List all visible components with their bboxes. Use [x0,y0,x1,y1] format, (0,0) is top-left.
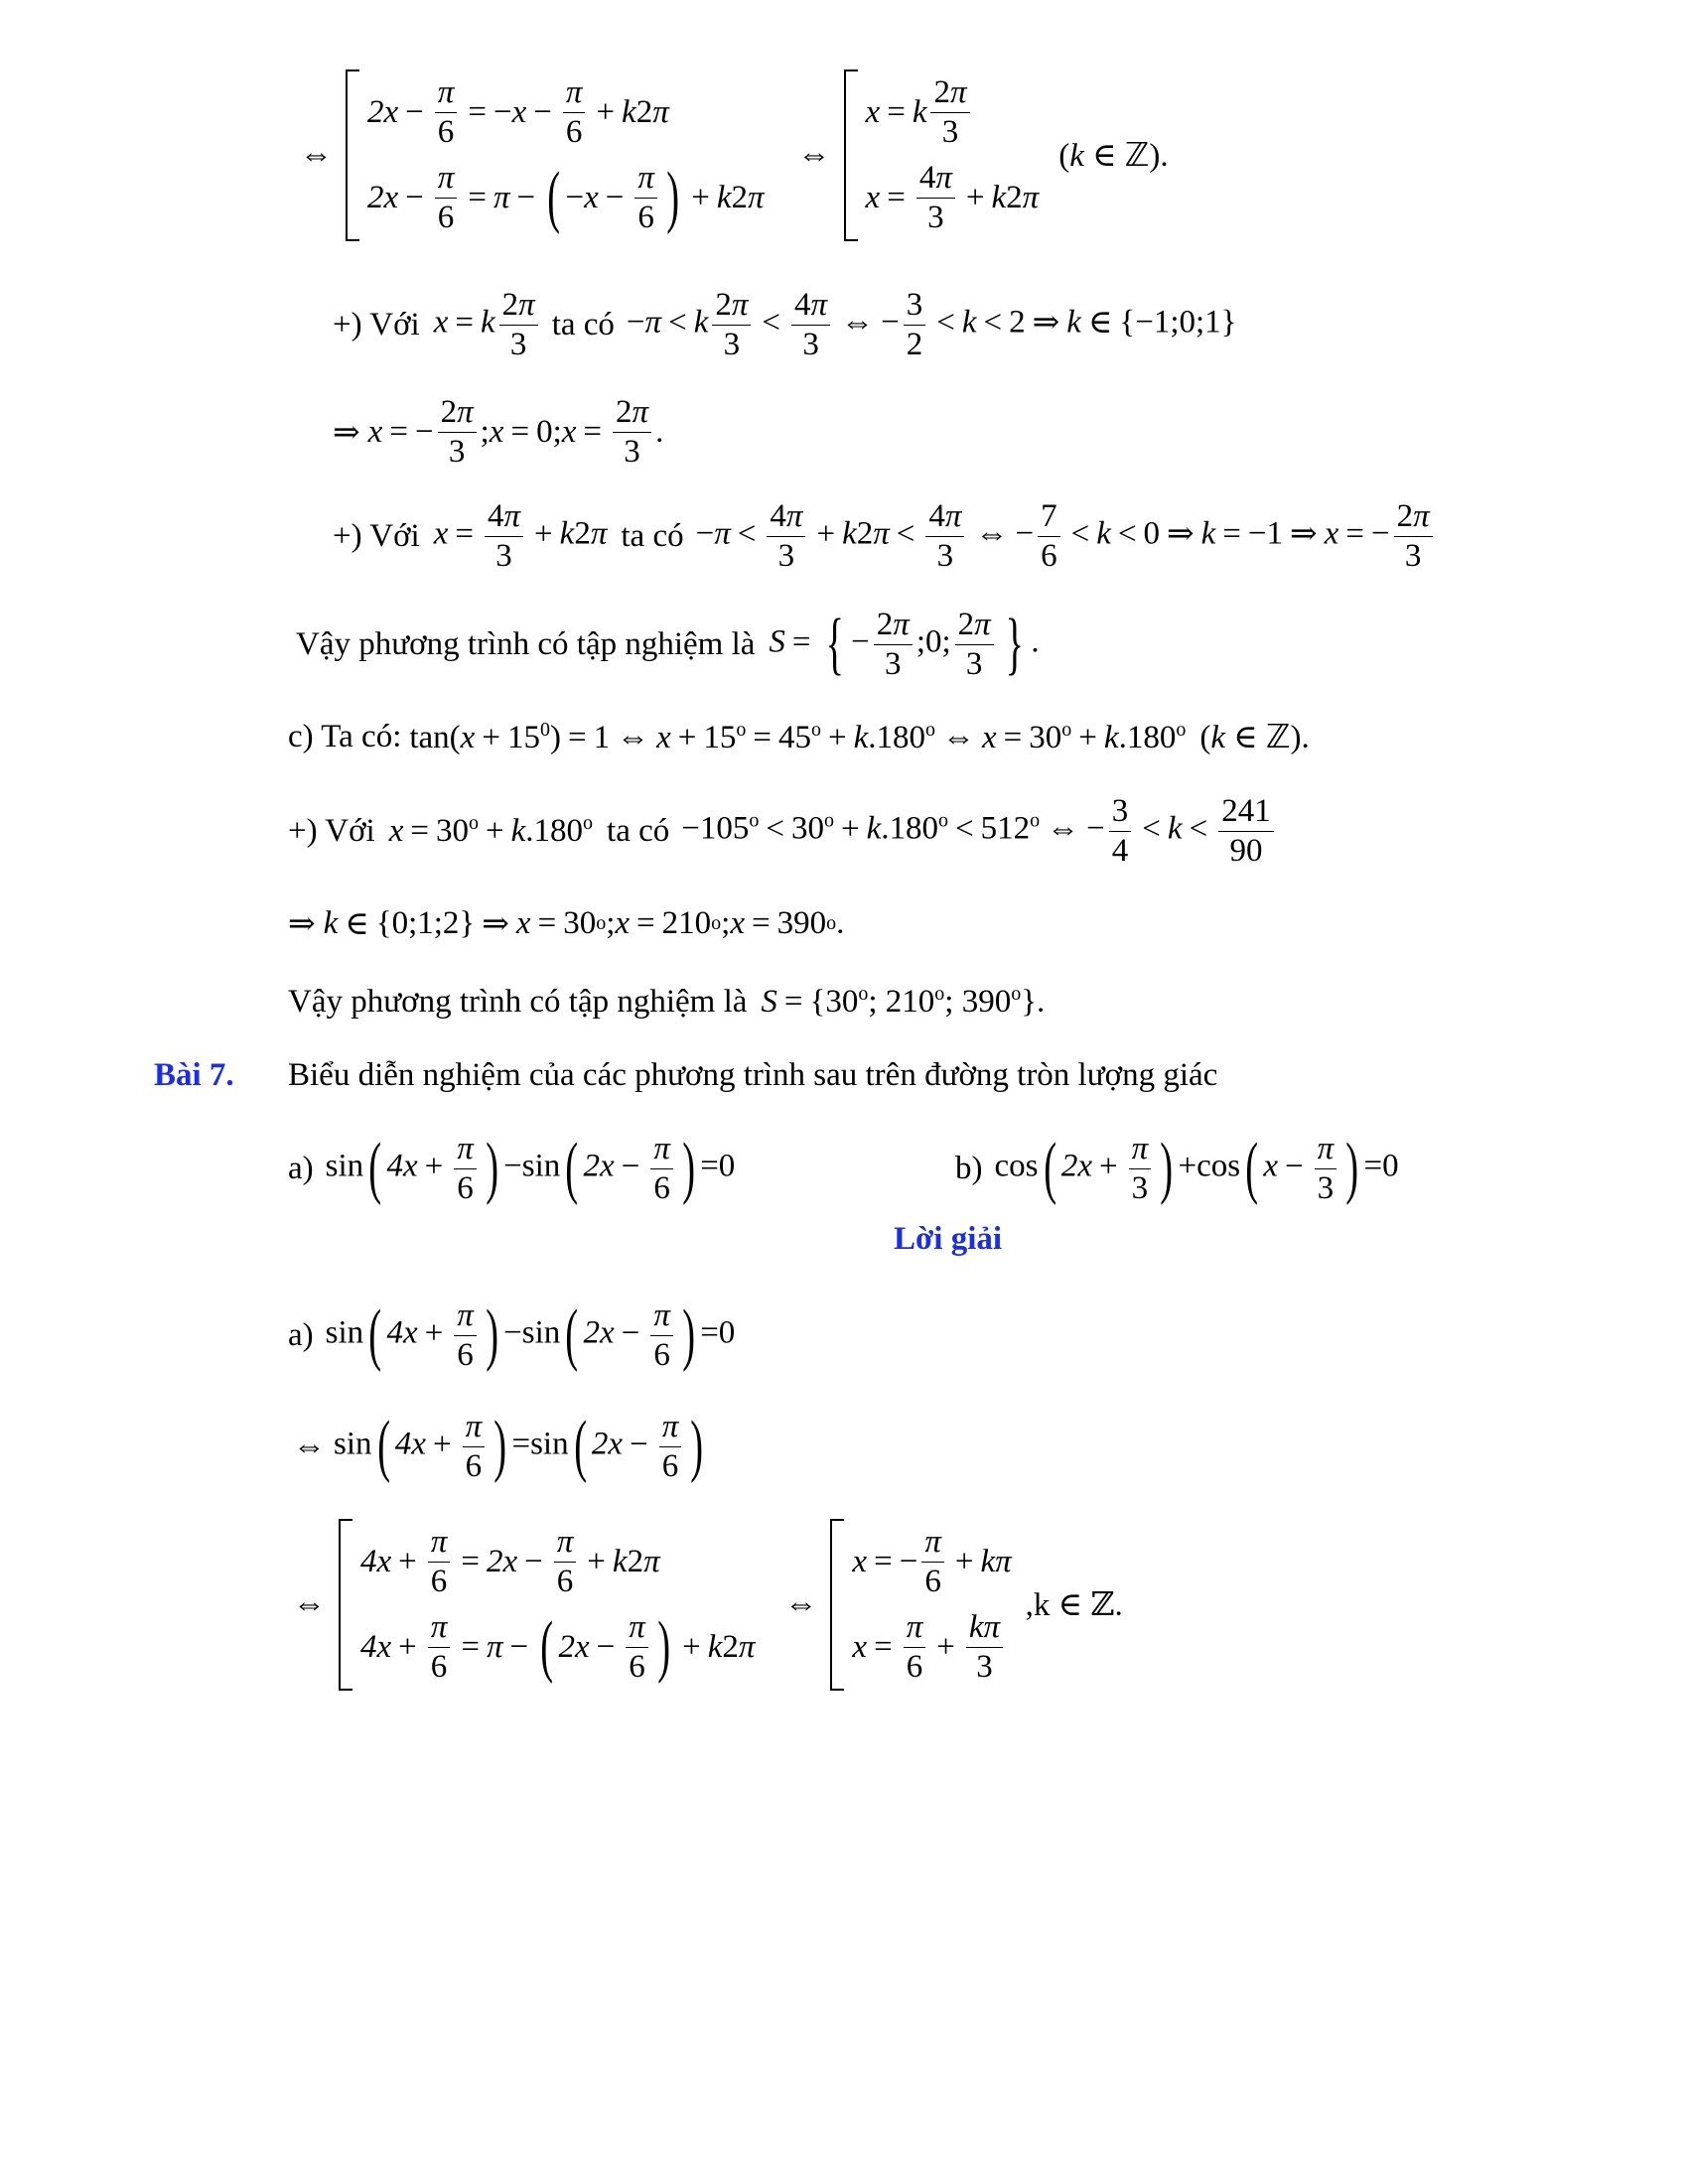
case-c-line: +) Với $x = 30^o + k.180^o$ ta có $-105^o < 30^o + k.180^o < 512^o$ ⇔ − $\frac{3}{4}$ < k < $\frac{241}{90}$ [288,794,1278,868]
conclusion-b: Vậy phương trình có tập nghiệm là S = { − $\frac{2\pi}{3}$ ;0; $\frac{2\pi}{3}$ } . [296,606,1040,683]
sol-a-bracket-left: 4x + $\frac{\pi}{6}$ = 2x − $\frac{\pi}{6}$ + k 2 π 4x + $\frac{\pi}{6}$ = π − ( 2x − $\frac{\pi}{6}$ ) + k 2 π [339,1519,755,1691]
solution-a-eq: a) sin( 4x + $\frac{\pi}{6}$ ) −sin( 2x − $\frac{\pi}{6}$ ) =0 [288,1297,736,1374]
ta-co-c: ta có [607,812,670,849]
system-equivalence-b: ⇔ 2x − $\frac{\pi}{6}$ = − x − $\frac{\pi}{6}$ + k 2 π 2x − $\frac{\pi}{6}$ = π − ( − x − $\frac{\pi}{6}$ ) + k 2 π ⇔ x = k $\frac{2\pi}{3}$ x = $\frac{4\pi}{3}$ + k 2 π (k ∈ ℤ). [293,69,1169,241]
case-1-result: ⇒ x = − $\frac{2\pi}{3}$ ; x = 0; x = $\frac{2\pi}{3}$ . [333,394,664,470]
case-2-line: +) Với x = $\frac{4\pi}{3}$ + k2π ta có −π < $\frac{4\pi}{3}$ + k2π < $\frac{4\pi}{3}$ ⇔ − $\frac{7}{6}$ < k < 0 ⇒ k = −1 ⇒ x = − $\frac{2\pi}{3}$ [333,499,1437,573]
part-c-line: c) Ta có: $\tan(x + 15^0) = 1$ ⇔ $x + 15^o = 45^o + k.180^o$ ⇔ $x = 30^o + k.180^o$ (k ∈ ℤ). [288,717,1310,755]
equiv-symbol: ⇔ [300,136,333,173]
part-c-intro: c) Ta có: [288,718,402,754]
problem-part-a: a) sin( 4x + $\frac{\pi}{6}$ ) −sin( 2x − $\frac{\pi}{6}$ ) =0 [288,1130,736,1207]
case-c-label: +) Với [288,812,375,849]
case-c-result: ⇒ k ∈ {0;1;2} ⇒ x = 30 o ; x = 210 o ; x = 390 o . [288,904,845,942]
problem-title: Bài 7. [154,1057,234,1093]
conclusion-c: Vậy phương trình có tập nghiệm là $S = \{30^o$; 210$^o$; 390$^o$}. [288,983,1046,1020]
ta-co-2: ta có [621,517,684,554]
part-b-label: b) [955,1150,983,1186]
solution-a-system: ⇔ 4x + $\frac{\pi}{6}$ = 2x − $\frac{\pi}{6}$ + k 2 π 4x + $\frac{\pi}{6}$ = π − ( 2x − $\frac{\pi}{6}$ ) + k 2 π ⇔ x = − $\frac{\pi}{6}$ + kπ x = $\frac{\pi}{6}$ + $\frac{k\pi}{3}$ ,k ∈ ℤ. [293,1519,1123,1691]
sol-a-bracket-right: x = − $\frac{\pi}{6}$ + kπ x = $\frac{\pi}{6}$ + $\frac{k\pi}{3}$ [830,1519,1011,1691]
k-in-z: ,k ∈ ℤ. [1025,1587,1123,1624]
problem-part-b: b) cos( 2x + $\frac{\pi}{3}$ ) +cos( x − $\frac{\pi}{3}$ ) =0 [955,1130,1399,1207]
conclusion-b-text: Vậy phương trình có tập nghiệm là [296,625,756,662]
solution-heading: Lời giải [894,1221,1003,1257]
ta-co-1: ta có [551,306,615,342]
case-1-line: +) Với x = k $\frac{2\pi}{3}$ ta có −π < k $\frac{2\pi}{3}$ < $\frac{4\pi}{3}$ ⇔ − $\frac{3}{2}$ < k < 2 ⇒ k ∈ {−1;0;1} [333,287,1237,362]
case-1-label: +) Với [333,306,420,342]
sol-a-label: a) [288,1316,314,1353]
case-2-label: +) Với [333,517,420,554]
problem-text: Biểu diễn nghiệm của các phương trình sau trên đường tròn lượng giác [288,1057,1218,1093]
system-bracket-right: x = k $\frac{2\pi}{3}$ x = $\frac{4\pi}{3}$ + k 2 π [844,69,1040,241]
part-a-label: a) [288,1150,314,1186]
system-bracket-left: 2x − $\frac{\pi}{6}$ = − x − $\frac{\pi}{6}$ + k 2 π 2x − $\frac{\pi}{6}$ = π − ( − x − $\frac{\pi}{6}$ ) + k 2 π [346,69,765,241]
conclusion-c-text: Vậy phương trình có tập nghiệm là [288,983,748,1020]
solution-a-step: ⇔ sin( 4x + $\frac{\pi}{6}$ ) =sin( 2x − $\frac{\pi}{6}$ ) [293,1408,704,1485]
